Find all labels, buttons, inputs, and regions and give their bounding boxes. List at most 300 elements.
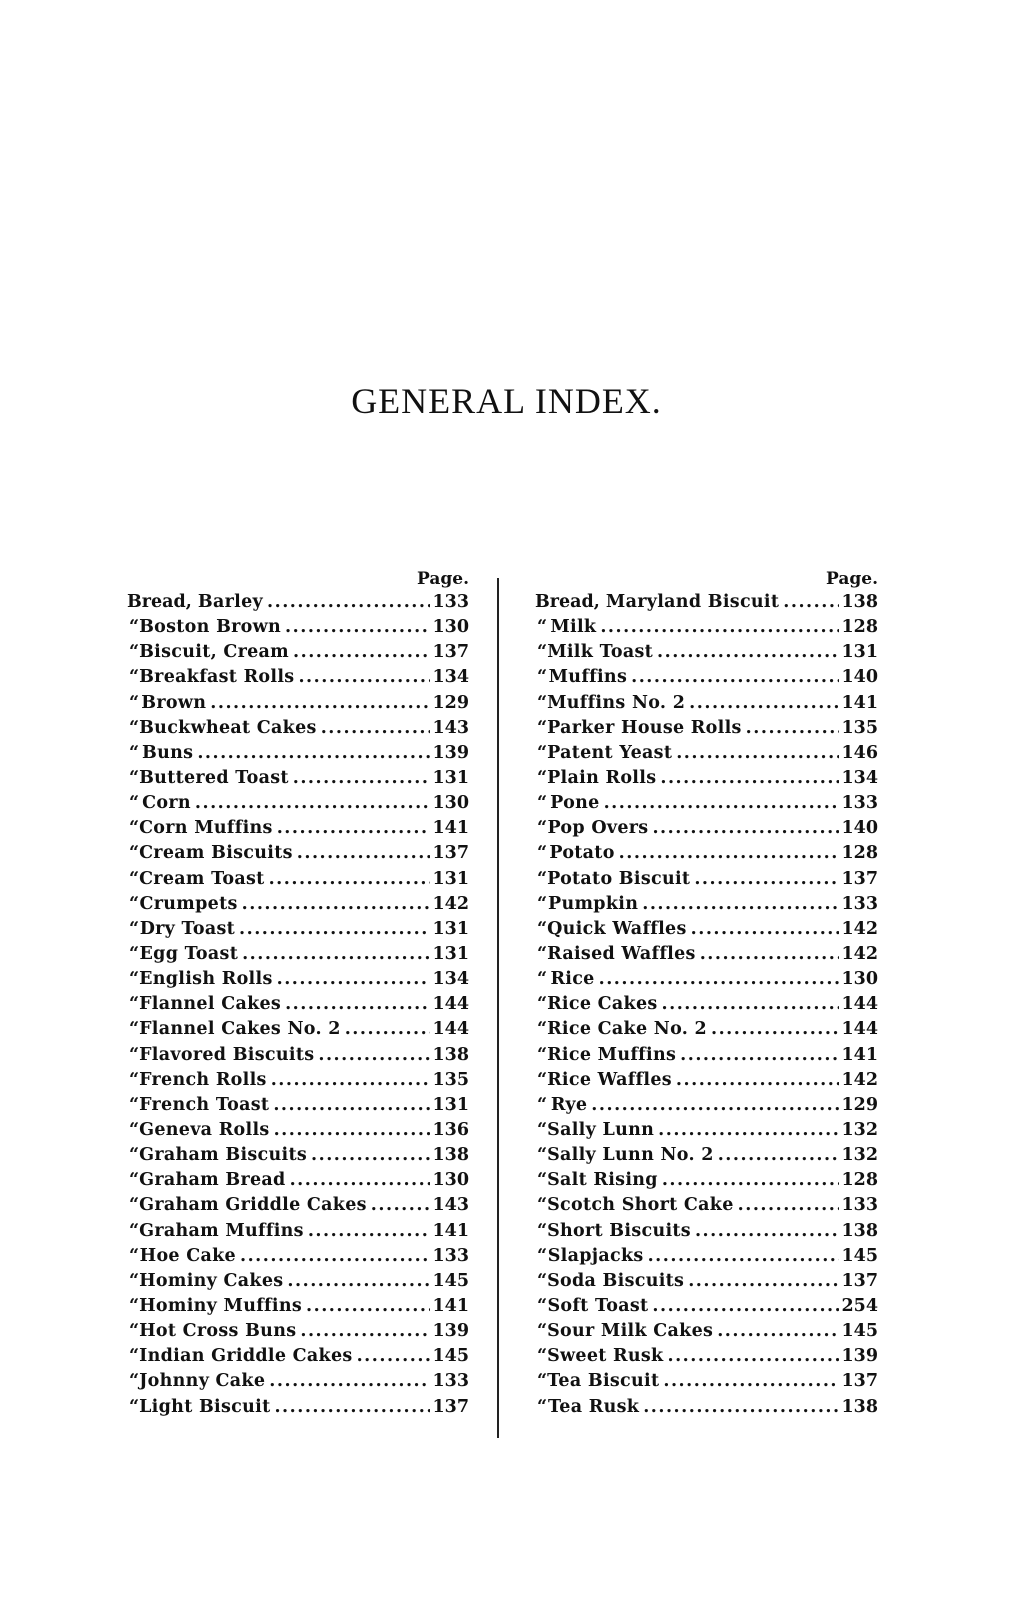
entry-page-number: 144 (432, 1019, 469, 1040)
ditto-mark: “ (537, 717, 548, 738)
entry-name: Rice (550, 969, 595, 990)
entry-name: Barley (197, 592, 264, 612)
entry-page-number: 137 (841, 1371, 878, 1392)
entry-name: Sally Lunn (547, 1119, 655, 1140)
entry-page-number: 138 (841, 1220, 878, 1241)
entry-page-number: 134 (432, 969, 469, 990)
index-entry (127, 917, 469, 942)
ditto-mark: “ (537, 843, 548, 864)
entry-heading: Bread, (535, 592, 600, 612)
entry-page-number: 145 (432, 1346, 469, 1367)
ditto-mark: “ (537, 1044, 548, 1065)
ditto-mark: “ (129, 1094, 140, 1115)
index-entry (535, 967, 878, 992)
entry-page-number: 141 (432, 1220, 469, 1241)
entry-name: Flannel Cakes No. 2 (139, 1019, 341, 1040)
ditto-mark: “ (537, 793, 548, 814)
entry-page-number: 142 (841, 918, 878, 939)
dot-leader (694, 867, 839, 892)
ditto-mark: “ (537, 969, 548, 990)
entry-name: Light Biscuit (139, 1396, 271, 1417)
dot-leader (676, 1068, 840, 1093)
entry-page-number: 254 (841, 1295, 878, 1316)
entry-page-number: 131 (432, 767, 469, 788)
dot-leader (242, 942, 430, 967)
dot-leader (689, 691, 839, 716)
entry-page-number: 133 (432, 1245, 469, 1266)
ditto-mark: “ (129, 1220, 140, 1241)
index-entry (535, 691, 878, 716)
ditto-mark: “ (129, 1396, 140, 1417)
dot-leader (619, 841, 840, 866)
ditto-mark: “ (537, 1346, 548, 1367)
dot-leader (274, 1395, 430, 1420)
entry-name: Sally Lunn No. 2 (547, 1145, 714, 1166)
page-column-header: Page. (826, 569, 878, 589)
entry-page-number: 137 (432, 642, 469, 663)
index-entry (535, 1219, 878, 1244)
index-entry (535, 1043, 878, 1068)
index-entry (127, 1118, 469, 1143)
dot-leader (195, 791, 431, 816)
dot-leader (600, 615, 839, 640)
entry-name: Dry Toast (139, 918, 236, 939)
index-entry (535, 841, 878, 866)
ditto-mark: “ (129, 994, 140, 1015)
ditto-mark: “ (537, 1094, 548, 1115)
dot-leader (311, 1143, 430, 1168)
entry-name: Hot Cross Buns (139, 1321, 297, 1342)
ditto-mark: “ (537, 943, 548, 964)
index-entry (127, 615, 469, 640)
index-entry (127, 665, 469, 690)
index-entry (535, 741, 878, 766)
ditto-mark: “ (537, 1195, 548, 1216)
index-entry (535, 1118, 878, 1143)
ditto-mark: “ (129, 717, 140, 738)
index-entry (127, 841, 469, 866)
entry-page-number: 142 (841, 1069, 878, 1090)
entry-page-number: 130 (432, 1170, 469, 1191)
dot-leader (357, 1344, 431, 1369)
index-entry (127, 590, 469, 615)
ditto-mark: “ (129, 617, 140, 638)
ditto-mark: “ (537, 1019, 548, 1040)
entry-name: Boston Brown (139, 617, 282, 638)
entry-page-number: 135 (841, 717, 878, 738)
dot-leader (717, 1319, 839, 1344)
index-entry (535, 1244, 878, 1269)
dot-leader (197, 741, 430, 766)
dot-leader (660, 766, 839, 791)
dot-leader (691, 917, 840, 942)
ditto-mark: “ (129, 868, 140, 889)
entry-name: Scotch Short Cake (547, 1195, 734, 1216)
page-column-header: Page. (417, 569, 469, 589)
dot-leader (267, 590, 430, 615)
ditto-mark: “ (537, 1170, 548, 1191)
entry-page-number: 130 (841, 969, 878, 990)
entry-name: Plain Rolls (547, 767, 657, 788)
entry-page-number: 139 (432, 1321, 469, 1342)
dot-leader (676, 741, 839, 766)
entry-name: Muffins (548, 667, 628, 688)
entry-name: Graham Bread (139, 1170, 286, 1191)
dot-leader (285, 992, 430, 1017)
entry-name: French Rolls (139, 1069, 267, 1090)
ditto-mark: “ (537, 1245, 548, 1266)
entry-name: Slapjacks (547, 1245, 644, 1266)
ditto-mark: “ (129, 1170, 140, 1191)
entry-name: Hominy Muffins (139, 1295, 303, 1316)
entry-page-number: 145 (841, 1321, 878, 1342)
index-entry (535, 766, 878, 791)
entry-name: Buns (142, 742, 194, 763)
entry-page-number: 140 (841, 667, 878, 688)
index-entry (127, 1168, 469, 1193)
dot-leader (269, 1369, 430, 1394)
entry-name: Buttered Toast (139, 767, 289, 788)
index-entry (127, 1395, 469, 1420)
entry-page-number: 143 (432, 1195, 469, 1216)
index-entry (535, 665, 878, 690)
dot-leader (285, 615, 430, 640)
ditto-mark: “ (129, 767, 140, 788)
index-entry (127, 967, 469, 992)
entry-page-number: 141 (841, 1044, 878, 1065)
entry-name: Cream Toast (139, 868, 265, 889)
entry-name: Milk Toast (547, 642, 654, 663)
entry-page-number: 132 (841, 1145, 878, 1166)
index-entry (127, 1193, 469, 1218)
entry-page-number: 133 (841, 793, 878, 814)
entry-name: Geneva Rolls (139, 1119, 270, 1140)
dot-leader (663, 1369, 839, 1394)
index-entry (127, 791, 469, 816)
index-entry (535, 1269, 878, 1294)
index-entry (127, 1093, 469, 1118)
dot-leader (297, 841, 431, 866)
ditto-mark: “ (129, 642, 140, 663)
entry-page-number: 142 (841, 943, 878, 964)
entry-page-number: 139 (841, 1346, 878, 1367)
index-entry (535, 590, 878, 615)
ditto-mark: “ (129, 918, 140, 939)
entry-page-number: 138 (432, 1044, 469, 1065)
ditto-mark: “ (129, 818, 140, 839)
dot-leader (277, 816, 431, 841)
entry-name: Corn (142, 793, 191, 814)
index-entry (127, 1244, 469, 1269)
entry-name: Short Biscuits (547, 1220, 691, 1241)
ditto-mark: “ (129, 893, 140, 914)
index-entry (535, 1344, 878, 1369)
dot-leader (783, 590, 839, 615)
entry-name: Tea Rusk (547, 1396, 640, 1417)
dot-leader (240, 1244, 430, 1269)
entry-name: Rye (550, 1094, 588, 1115)
entry-page-number: 128 (841, 843, 878, 864)
dot-leader (273, 1093, 430, 1118)
entry-name: Corn Muffins (139, 818, 273, 839)
ditto-mark: “ (129, 1270, 140, 1291)
index-entry (127, 691, 469, 716)
index-entry (535, 1193, 878, 1218)
ditto-mark: “ (129, 1019, 140, 1040)
index-entry (127, 942, 469, 967)
ditto-mark: “ (129, 1069, 140, 1090)
ditto-mark: “ (129, 1346, 140, 1367)
entry-page-number: 144 (841, 1019, 878, 1040)
entry-name: Indian Griddle Cakes (139, 1346, 353, 1367)
dot-leader (711, 1017, 839, 1042)
entry-name: Flavored Biscuits (139, 1044, 315, 1065)
index-entry (127, 892, 469, 917)
index-entry (535, 716, 878, 741)
ditto-mark: “ (537, 1295, 548, 1316)
index-entry (535, 1017, 878, 1042)
entry-name: Graham Muffins (139, 1220, 304, 1241)
entry-name: Pone (550, 793, 600, 814)
dot-leader (298, 665, 430, 690)
index-entry (535, 1369, 878, 1394)
entry-page-number: 131 (432, 943, 469, 964)
index-entry (127, 1319, 469, 1344)
dot-leader (242, 892, 431, 917)
index-entry (127, 1017, 469, 1042)
entry-name: Rice Muffins (547, 1044, 677, 1065)
dot-leader (308, 1219, 431, 1244)
ditto-mark: “ (537, 667, 548, 688)
entry-name: Rice Waffles (547, 1069, 672, 1090)
entry-page-number: 133 (841, 893, 878, 914)
entry-page-number: 145 (841, 1245, 878, 1266)
entry-page-number: 132 (841, 1119, 878, 1140)
entry-name: Cream Biscuits (139, 843, 293, 864)
ditto-mark: “ (129, 1195, 140, 1216)
index-entry (127, 992, 469, 1017)
dot-leader (662, 1168, 840, 1193)
index-entry (127, 1344, 469, 1369)
index-entry (127, 640, 469, 665)
dot-leader (591, 1093, 839, 1118)
ditto-mark: “ (537, 994, 548, 1015)
dot-leader (680, 1043, 839, 1068)
entry-page-number: 144 (432, 994, 469, 1015)
entry-page-number: 137 (432, 843, 469, 864)
dot-leader (688, 1269, 839, 1294)
index-column-left (127, 568, 469, 1420)
index-entry (127, 816, 469, 841)
entry-page-number: 141 (841, 692, 878, 713)
index-entry (535, 1143, 878, 1168)
entry-name: Graham Biscuits (139, 1145, 308, 1166)
entry-name: Potato (549, 843, 615, 864)
index-entry (127, 716, 469, 741)
column-divider (497, 578, 499, 1438)
entry-page-number: 133 (841, 1195, 878, 1216)
dot-leader (662, 992, 840, 1017)
entry-page-number: 128 (841, 617, 878, 638)
ditto-mark: “ (537, 1220, 548, 1241)
entry-page-number: 146 (841, 742, 878, 763)
ditto-mark: “ (129, 1245, 140, 1266)
index-entry (535, 1068, 878, 1093)
dot-leader (652, 816, 839, 841)
ditto-mark: “ (129, 943, 140, 964)
dot-leader (657, 640, 839, 665)
dot-leader (643, 1395, 839, 1420)
index-entry (127, 1043, 469, 1068)
entry-page-number: 138 (432, 1145, 469, 1166)
index-entry (535, 942, 878, 967)
entry-name: Rice Cake No. 2 (547, 1019, 707, 1040)
entry-name: Rice Cakes (547, 994, 658, 1015)
ditto-mark: “ (129, 1119, 140, 1140)
entry-page-number: 129 (432, 692, 469, 713)
entry-name: Sweet Rusk (547, 1346, 664, 1367)
entry-page-number: 141 (432, 1295, 469, 1316)
entry-name: Raised Waffles (547, 943, 696, 964)
entry-name: Potato Biscuit (547, 868, 691, 889)
entry-name: Buckwheat Cakes (139, 717, 317, 738)
entry-name: Muffins No. 2 (547, 692, 686, 713)
entry-name: Milk (550, 617, 597, 638)
index-entry (127, 1068, 469, 1093)
dot-leader (306, 1294, 430, 1319)
ditto-mark: “ (537, 893, 548, 914)
index-column-right (535, 568, 878, 1420)
index-entry (127, 1219, 469, 1244)
entry-page-number: 131 (841, 642, 878, 663)
entry-page-number: 142 (432, 893, 469, 914)
dot-leader (604, 791, 840, 816)
entry-page-number: 138 (841, 1396, 878, 1417)
index-entry (535, 615, 878, 640)
dot-leader (667, 1344, 839, 1369)
dot-leader (718, 1143, 840, 1168)
dot-leader (287, 1269, 430, 1294)
entry-page-number: 134 (432, 667, 469, 688)
dot-leader (746, 716, 840, 741)
index-entry (127, 1269, 469, 1294)
ditto-mark: “ (129, 1044, 140, 1065)
dot-leader (658, 1118, 839, 1143)
index-entry (535, 640, 878, 665)
dot-leader (738, 1193, 840, 1218)
entry-page-number: 136 (432, 1119, 469, 1140)
ditto-mark: “ (129, 1321, 140, 1342)
ditto-mark: “ (537, 1119, 548, 1140)
dot-leader (345, 1017, 431, 1042)
entry-page-number: 138 (841, 592, 878, 612)
entry-name: Flannel Cakes (139, 994, 282, 1015)
ditto-mark: “ (129, 843, 140, 864)
dot-leader (321, 716, 431, 741)
dot-leader (290, 1168, 431, 1193)
ditto-mark: “ (537, 1371, 548, 1392)
ditto-mark: “ (537, 1069, 548, 1090)
entry-page-number: 130 (432, 793, 469, 814)
entry-name: Egg Toast (139, 943, 239, 964)
entry-name: Salt Rising (547, 1170, 658, 1191)
dot-leader (293, 640, 430, 665)
index-entry (127, 766, 469, 791)
ditto-mark: “ (129, 793, 140, 814)
entry-name: Hominy Cakes (139, 1270, 284, 1291)
entry-name: Crumpets (139, 893, 238, 914)
entry-name: Parker House Rolls (547, 717, 742, 738)
entry-name: Biscuit, Cream (139, 642, 290, 663)
dot-leader (642, 892, 839, 917)
entry-page-number: 133 (432, 1371, 469, 1392)
ditto-mark: “ (129, 692, 140, 713)
dot-leader (318, 1043, 430, 1068)
ditto-mark: “ (537, 617, 548, 638)
index-entry (535, 816, 878, 841)
entry-page-number: 134 (841, 767, 878, 788)
entry-name: English Rolls (139, 969, 273, 990)
entry-name: Pop Overs (547, 818, 649, 839)
ditto-mark: “ (537, 742, 548, 763)
entry-page-number: 144 (841, 994, 878, 1015)
entry-name: Graham Griddle Cakes (139, 1195, 367, 1216)
entry-heading: Bread, (127, 592, 192, 612)
entry-name: Johnny Cake (139, 1371, 266, 1392)
ditto-mark: “ (537, 767, 548, 788)
dot-leader (271, 1068, 431, 1093)
entry-name: Maryland Biscuit (605, 592, 780, 612)
entry-page-number: 145 (432, 1270, 469, 1291)
dot-leader (700, 942, 840, 967)
ditto-mark: “ (537, 1321, 548, 1342)
entry-name: French Toast (139, 1094, 270, 1115)
dot-leader (631, 665, 839, 690)
entry-page-number: 140 (841, 818, 878, 839)
entry-page-number: 130 (432, 617, 469, 638)
dot-leader (210, 691, 430, 716)
ditto-mark: “ (129, 1145, 140, 1166)
entry-page-number: 143 (432, 717, 469, 738)
dot-leader (293, 766, 431, 791)
entry-page-number: 141 (432, 818, 469, 839)
dot-leader (695, 1219, 840, 1244)
ditto-mark: “ (129, 969, 140, 990)
entry-page-number: 137 (432, 1396, 469, 1417)
entry-name: Pumpkin (548, 893, 639, 914)
entry-page-number: 137 (841, 868, 878, 889)
index-entry (535, 892, 878, 917)
ditto-mark: “ (537, 1145, 548, 1166)
dot-leader (300, 1319, 430, 1344)
index-entry (535, 1093, 878, 1118)
entry-name: Soda Biscuits (547, 1270, 685, 1291)
ditto-mark: “ (129, 742, 140, 763)
ditto-mark: “ (537, 692, 548, 713)
index-entry (127, 1294, 469, 1319)
index-entry (535, 1294, 878, 1319)
dot-leader (652, 1294, 839, 1319)
entry-page-number: 131 (432, 868, 469, 889)
entry-name: Sour Milk Cakes (547, 1321, 714, 1342)
index-entry (127, 1143, 469, 1168)
ditto-mark: “ (537, 1270, 548, 1291)
dot-leader (371, 1193, 431, 1218)
dot-leader (277, 967, 431, 992)
ditto-mark: “ (537, 918, 548, 939)
entry-name: Hoe Cake (139, 1245, 236, 1266)
entry-page-number: 129 (841, 1094, 878, 1115)
